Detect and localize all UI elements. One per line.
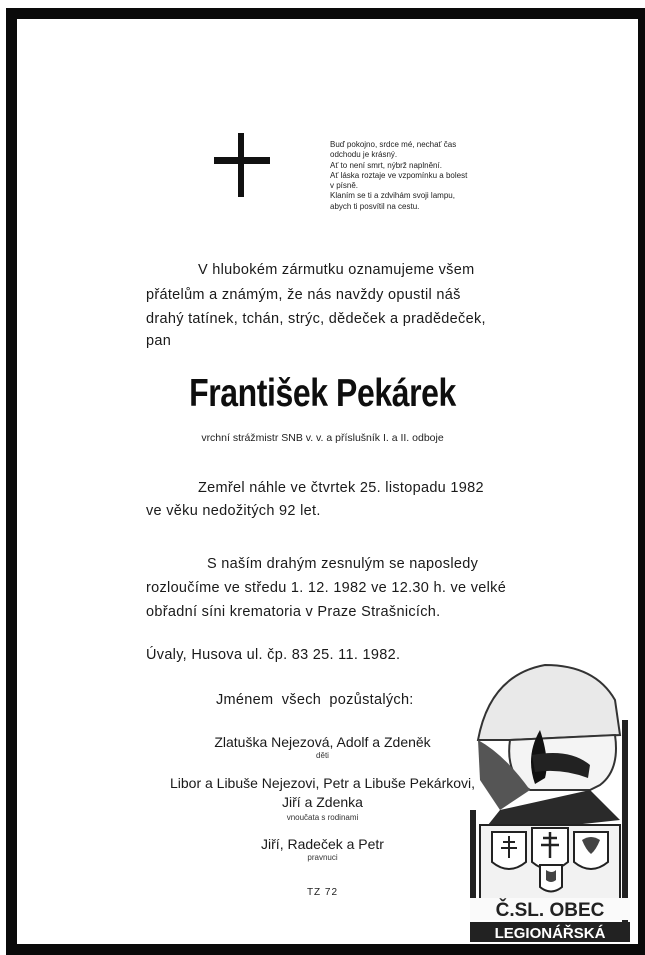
poem-line: Ať láska roztaje ve vzpomínku a bolest — [330, 170, 468, 180]
poem-line: Klaním se ti a zdvihám svoji lampu, — [330, 191, 455, 201]
mourners-grandchildren-2: Jiří a Zdenka — [282, 794, 363, 810]
watermark-line-1: Č.SL. OBEC — [495, 900, 605, 921]
children-label: děti — [316, 751, 329, 760]
poem-line: odchodu je krásný. — [330, 150, 398, 160]
announcement-line: přátelům a známým, že nás navždy opustil náš — [146, 287, 461, 303]
deceased-name: František Pekárek — [189, 372, 456, 415]
death-line: ve věku nedožitých 92 let. — [146, 503, 321, 519]
announcement-line: drahý tatínek, tchán, strýc, dědeček a pradědeček, — [146, 311, 486, 327]
poem-line: Buď pokojno, srdce mé, nechať čas — [330, 140, 457, 149]
mourners-children: Zlatuška Nejezová, Adolf a Zdeněk — [214, 734, 431, 750]
funeral-line: S naším drahým zesnulým se naposledy — [207, 556, 479, 572]
great-grandchildren-label: pravnuci — [307, 853, 338, 862]
death-line: Zemřel náhle ve čtvrtek 25. listopadu 1982 — [198, 480, 484, 496]
poem-line: abych ti posvítil na cestu. — [330, 201, 420, 211]
announcement-line: V hlubokém zármutku oznamujeme všem — [198, 262, 475, 278]
mourners-grandchildren: Libor a Libuše Nejezovi, Petr a Libuše Pekárkovi, — [169, 775, 476, 791]
poem — [330, 140, 530, 212]
funeral-line: rozloučíme ve středu 1. 12. 1982 ve 12.30 h. ve velké — [146, 580, 507, 596]
deceased-title: vrchní strážmistr SNB v. v. a příslušník I. a II. odboje — [201, 432, 444, 444]
address-date: Úvaly, Husova ul. čp. 83 25. 11. 1982. — [146, 647, 401, 663]
mourners-intro: Jménem všech pozůstalých: — [216, 692, 414, 708]
watermark-line-2: LEGIONÁŘSKÁ — [494, 925, 606, 942]
poem-line: v písně. — [330, 181, 359, 191]
legion-watermark-logo — [470, 660, 630, 942]
grandchildren-label: vnoučata s rodinami — [286, 813, 359, 822]
poem-line: Ať to není smrt, nýbrž naplnění. — [330, 160, 442, 170]
announcement-line: pan — [146, 333, 172, 349]
mourners-great-grandchildren: Jiří, Radeček a Petr — [261, 836, 384, 852]
funeral-line: obřadní síni krematoria v Praze Strašnicích. — [146, 604, 441, 620]
print-code: TZ 72 — [306, 887, 339, 898]
